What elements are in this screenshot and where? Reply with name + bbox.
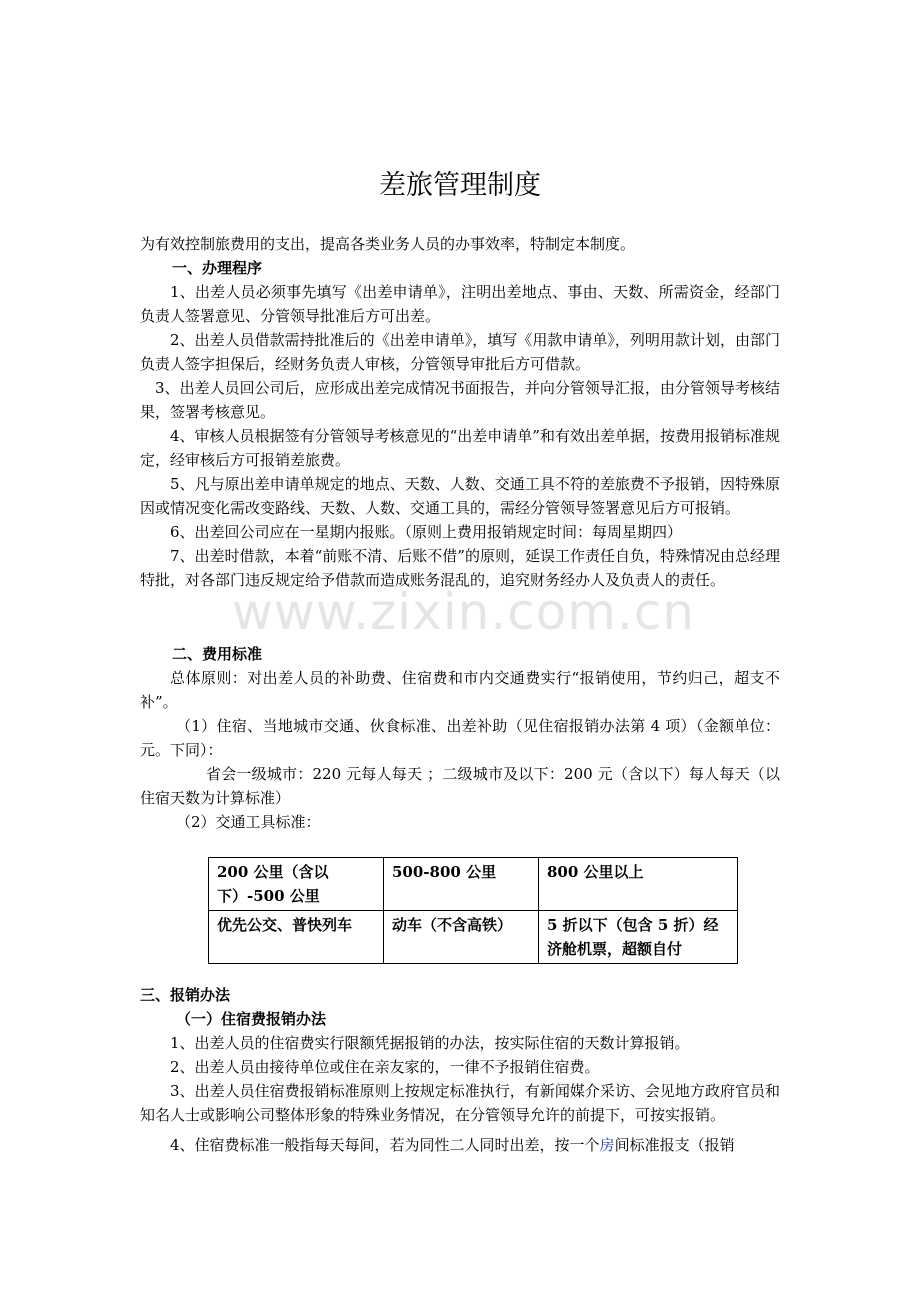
table-cell: 5 折以下（包含 5 折）经济舱机票，超额自付 <box>539 911 738 964</box>
standard-item-2: （2）交通工具标准： <box>176 813 321 831</box>
standard-item-1-detail: 省会一级城市：220 元每人每天 ；二级城市及以下：200 元（含以下）每人每天（以住宿天数为计算标准） <box>140 765 780 807</box>
general-principle: 总体原则：对出差人员的补助费、住宿费和市内交通费实行“报销使用，节约归己，超支不补”。 <box>140 669 780 711</box>
procedure-item-4: 4、审核人员根据签有分管领导考核意见的“出差申请单”和有效出差单据，按费用报销标准规定，经审核后方可报销差旅费。 <box>140 427 780 469</box>
procedure-item-3: 3、出差人员回公司后，应形成出差完成情况书面报告，并向分管领导汇报，由分管领导考核结果，签署考核意见。 <box>140 379 780 421</box>
table-row <box>209 911 738 964</box>
table-cell: 优先公交、普快列车 <box>209 911 384 964</box>
reimburse-item-3: 3、出差人员住宿费报销标准原则上按规定标准执行，有新闻媒介采访、会见地方政府官员和知名人士或影响公司整体形象的特殊业务情况，在分管领导允许的前提下，可按实报销。 <box>140 1082 780 1124</box>
procedure-item-7: 7、出差时借款，本着“前账不清、后账不借”的原则，延误工作责任自负，特殊情况由总经理特批，对各部门违反规定给予借款而造成账务混乱的，追究财务经办人及负责人的责任。 <box>140 547 780 589</box>
standard-item-1: （1）住宿、当地城市交通、伙食标准、出差补助（见住宿报销办法第 4 项）（金额单位：元。下同）： <box>140 717 780 759</box>
table-header-cell: 500-800 公里 <box>384 858 539 911</box>
table-cell: 动车（不含高铁） <box>384 911 539 964</box>
reimburse-item-2: 2、出差人员由接待单位或住在亲友家的，一律不予报销住宿费。 <box>170 1058 600 1076</box>
procedure-item-5: 5、凡与原出差申请单规定的地点、天数、人数、交通工具不符的差旅费不予报销，因特殊原因或情况变化需改变路线、天数、人数、交通工具的，需经分管领导签署意见后方可报销。 <box>140 475 780 517</box>
procedure-item-1: 1、出差人员必须事先填写《出差申请单》，注明出差地点、事由、天数、所需资金，经部门负责人签署意见、分管领导批准后方可出差。 <box>140 283 780 325</box>
intro-paragraph: 为有效控制旅费用的支出，提高各类业务人员的办事效率，特制定本制度。 <box>140 235 636 253</box>
section2-heading: 二、费用标准 <box>172 645 263 663</box>
procedure-item-6: 6、出差回公司应在一星期内报账。（原则上费用报销规定时间：每周星期四） <box>170 523 683 541</box>
section-cost-standards <box>140 642 780 834</box>
section3-subheading: （一）住宿费报销办法 <box>176 1010 327 1028</box>
reimburse-item-1: 1、出差人员的住宿费实行限额凭据报销的办法，按实际住宿的天数计算报销。 <box>170 1034 690 1052</box>
watermark: www.zixin.com.cn <box>232 583 696 641</box>
section3-heading: 三、报销办法 <box>140 986 231 1004</box>
page-title: 差旅管理制度 <box>379 170 541 201</box>
procedure-item-2: 2、出差人员借款需持批准后的《出差申请单》，填写《用款申请单》，列明用款计划，由部门负责人签字担保后，经财务负责人审核，分管领导审批后方可借款。 <box>140 331 780 373</box>
table-header-cell: 200 公里（含以下）-500 公里 <box>209 858 384 911</box>
section-reimbursement <box>140 983 780 1157</box>
reimburse-item-4 <box>140 1133 780 1157</box>
transport-standard-table <box>208 857 738 964</box>
table-header-row <box>209 858 738 911</box>
reimburse-item-4-text-a: 4、住宿费标准一般指每天每间，若为同性二人同时出差，按一个 <box>170 1136 600 1154</box>
table-header-cell: 800 公里以上 <box>539 858 738 911</box>
section1-heading: 一、办理程序 <box>172 259 263 277</box>
section-procedures <box>140 232 780 592</box>
reimburse-item-4-text-c: 间标准报支（报销 <box>614 1136 735 1154</box>
reimburse-item-4-text-b: 房 <box>599 1136 615 1154</box>
